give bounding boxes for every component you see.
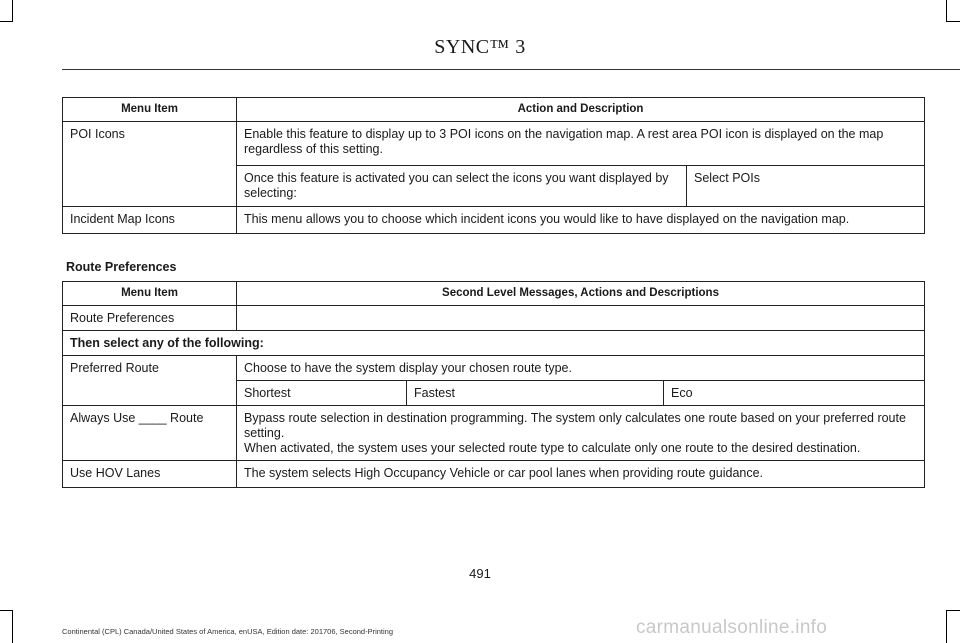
- section-heading: Route Preferences: [66, 260, 177, 274]
- option-cell-shortest: Shortest: [237, 381, 407, 406]
- menu-item-cell: Incident Map Icons: [63, 207, 237, 234]
- column-header: Menu Item: [63, 98, 237, 122]
- menu-item-cell: POI Icons: [63, 122, 237, 207]
- title-divider: [62, 69, 960, 70]
- crop-mark-top-right-h: [946, 21, 960, 22]
- menu-item-cell: Route Preferences: [63, 306, 237, 331]
- action-cell: Select POIs: [687, 166, 925, 207]
- crop-mark-top-left-h: [0, 21, 13, 22]
- description-cell: Once this feature is activated you can select the icons you want displayed by selecting:: [237, 166, 687, 207]
- column-header: Second Level Messages, Actions and Descriptions: [237, 282, 925, 306]
- menu-item-cell: Always Use ____ Route: [63, 406, 237, 461]
- crop-mark-bottom-right-h: [946, 610, 960, 611]
- page-number: 491: [469, 566, 491, 581]
- table-row: [63, 207, 925, 234]
- instruction-row: Then select any of the following:: [63, 331, 925, 356]
- table-header-row: [63, 98, 925, 122]
- table-row: [63, 461, 925, 488]
- page-title: SYNC™ 3: [434, 36, 526, 58]
- description-line: When activated, the system uses your selected route type to calculate only one route to the desired destination.: [244, 441, 861, 455]
- option-cell-fastest: Fastest: [407, 381, 664, 406]
- description-line: Bypass route selection in destination programming. The system only calculates one route based on your preferred route setting.: [244, 411, 906, 440]
- menu-item-cell: Preferred Route: [63, 356, 237, 406]
- crop-mark-top-left: [12, 0, 13, 22]
- option-cell-eco: Eco: [664, 381, 925, 406]
- table-header-row: [63, 282, 925, 306]
- crop-mark-bottom-left-h: [0, 610, 13, 611]
- edition-footer: Continental (CPL) Canada/United States of America, enUSA, Edition date: 201706, Second-Printing: [62, 627, 394, 636]
- description-cell: The system selects High Occupancy Vehicle or car pool lanes when providing route guidance.: [237, 461, 925, 488]
- column-header: Action and Description: [237, 98, 925, 122]
- description-cell: [237, 406, 925, 461]
- menu-item-cell: Use HOV Lanes: [63, 461, 237, 488]
- crop-mark-bottom-right: [946, 610, 947, 643]
- crop-mark-bottom-left: [12, 610, 13, 643]
- description-cell: [237, 306, 925, 331]
- crop-mark-top-right: [946, 0, 947, 22]
- description-cell: This menu allows you to choose which incident icons you would like to have displayed on the navigation map.: [237, 207, 925, 234]
- table-row: [63, 306, 925, 331]
- description-cell: Enable this feature to display up to 3 POI icons on the navigation map. A rest area POI icon is displayed on the map regardless of this setting.: [237, 122, 925, 166]
- menu-table: [62, 97, 925, 234]
- table-row: [63, 331, 925, 356]
- table-row: [63, 356, 925, 381]
- route-preferences-table: [62, 281, 925, 488]
- table-row: [63, 122, 925, 166]
- watermark: carmanualsonline.info: [636, 617, 828, 638]
- column-header: Menu Item: [63, 282, 237, 306]
- description-cell: Choose to have the system display your chosen route type.: [237, 356, 925, 381]
- table-row: [63, 406, 925, 461]
